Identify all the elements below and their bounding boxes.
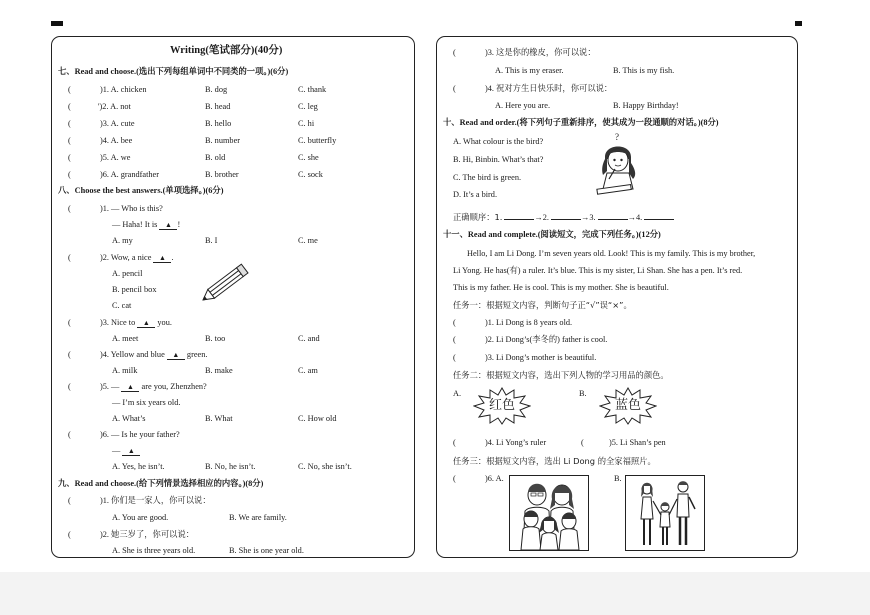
option-a: A. What’s <box>112 414 146 423</box>
left-page-panel <box>51 36 415 558</box>
answer-paren[interactable]: ( <box>68 430 71 439</box>
option-a: )6. A. grandfather <box>100 170 159 179</box>
option-a: A. pencil <box>112 269 143 278</box>
option-b: B. make <box>205 366 233 375</box>
s8-q1-line1: )1. — Who is this? <box>100 204 163 213</box>
task1-item-1: )1. Li Dong is 8 years old. <box>485 318 573 327</box>
task3-label: 任务三：根据短文内容，选出 Li Dong 的全家福照片。 <box>453 456 656 466</box>
task1-item-3: )3. Li Dong’s mother is beautiful. <box>485 353 597 362</box>
option-b: B. pencil box <box>112 285 157 294</box>
option-b: B. dog <box>205 85 228 94</box>
arrow-2: →2. <box>534 213 550 222</box>
task2-label: 任务二：根据短文内容，选出下列人物的学习用品的颜色。 <box>453 370 669 380</box>
corner-mark-right <box>795 21 802 26</box>
arrow-3: →3. <box>581 213 596 222</box>
order-blank-3[interactable] <box>598 212 628 220</box>
s9-q1-prompt: )1. 你们是一家人，你可以说： <box>100 496 211 505</box>
answer-paren[interactable]: ( <box>581 438 584 447</box>
option-a: )5. A. we <box>100 153 131 162</box>
q6-dash: — <box>112 446 121 455</box>
passage-line-2: Li Yong. He has(有) a ruler. It’s blue. This is my sister, Li Shan. She has a pen. It’s red. <box>453 266 743 275</box>
option-b: B. too <box>205 334 226 343</box>
answer-blank[interactable]: ▲ <box>159 221 177 230</box>
section-10-heading: 十、Read and order.(将下列句子重新排序，使其成为一段通顺的对话。)(8分) <box>443 118 719 127</box>
option-c: C. she <box>298 153 319 162</box>
answer-paren[interactable]: ( <box>68 318 71 327</box>
option-a: A. This is my eraser. <box>495 66 564 75</box>
option-a: A. milk <box>112 366 138 375</box>
option-b: B. This is my fish. <box>613 66 675 75</box>
s10-line-b: B. Hi, Binbin. What’s that? <box>453 155 544 164</box>
option-a: A. Here you are. <box>495 101 551 110</box>
pencil-illustration <box>194 261 256 307</box>
option-c: C. butterfly <box>298 136 337 145</box>
s8-q2-line1 <box>100 253 174 263</box>
s10-order-line <box>453 212 674 223</box>
answer-paren[interactable]: ( <box>453 48 456 57</box>
task2-item-5: )5. Li Shan’s pen <box>609 438 666 447</box>
answer-paren[interactable]: ( <box>453 353 456 362</box>
q2-text: )2. Wow, a nice <box>100 253 152 262</box>
task3-item-6: )6. A. <box>485 474 504 483</box>
q1-text: — Haha! It is <box>112 220 158 229</box>
section-9-heading: 九、Read and choose.(给下列情景选择相应的内容。)(8分) <box>58 479 264 488</box>
option-a: A. meet <box>112 334 139 343</box>
section-8-heading: 八、Choose the best answers.(单项选择。)(6分) <box>58 186 224 195</box>
option-b: B. brother <box>205 170 239 179</box>
option-c: C. and <box>298 334 320 343</box>
answer-paren[interactable]: ( <box>453 84 456 93</box>
answer-paren[interactable]: ( <box>68 136 71 145</box>
option-b: B. No, he isn’t. <box>205 462 256 471</box>
stamp-text-a: 红色 <box>488 398 515 413</box>
option-b: B. old <box>205 153 226 162</box>
option-b: B. We are family. <box>229 513 287 522</box>
option-b: B. I <box>205 236 218 245</box>
option-b: B. What <box>205 414 233 423</box>
task1-item-2: )2. Li Dong’s(李冬的) father is cool. <box>485 335 608 344</box>
arrow-4: →4. <box>627 213 643 222</box>
answer-paren[interactable]: ( <box>68 119 71 128</box>
s8-q5-line2: — I’m six years old. <box>112 398 181 407</box>
section-11-heading: 十一、Read and complete.(阅读短文，完成下列任务。)(12分) <box>443 230 661 239</box>
option-b: B. head <box>205 102 231 111</box>
option-c: C. thank <box>298 85 327 94</box>
passage-line-1: Hello, I am Li Dong. I’m seven years old. Look! This is my family. This is my brother, <box>467 249 756 258</box>
answer-paren[interactable]: ( <box>68 170 71 179</box>
q5-end: are you, Zhenzhen? <box>141 382 207 391</box>
order-blank-2[interactable] <box>551 212 581 220</box>
s8-q6-line1: )6. — Is he your father? <box>100 430 180 439</box>
option-c: C. leg <box>298 102 318 111</box>
task1-label: 任务一：根据短文内容，判断句子正“√”误“×”。 <box>453 300 632 310</box>
task2-item-4: )4. Li Yong’s ruler <box>485 438 547 447</box>
option-a: )1. A. chicken <box>100 85 147 94</box>
answer-paren[interactable]: ( <box>68 530 71 539</box>
option-a: A. You are good. <box>112 513 169 522</box>
answer-blank[interactable]: ▲ <box>137 319 155 328</box>
option-a: ')2. A. not <box>98 102 131 111</box>
s8-q6-line2 <box>112 446 140 456</box>
s8-q1-line2 <box>112 220 180 230</box>
girl-thinking-illustration <box>593 133 649 195</box>
answer-paren[interactable]: ( <box>453 335 456 344</box>
task2-option-a: A. <box>453 389 462 398</box>
option-c: C. am <box>298 366 318 375</box>
answer-paren[interactable]: ( <box>68 153 71 162</box>
option-b: B. She is one year old. <box>229 546 304 555</box>
option-a: )3. A. cute <box>100 119 135 128</box>
answer-paren[interactable]: ( <box>68 102 71 111</box>
family-photo-a <box>509 475 589 551</box>
question-mark: ? <box>615 133 619 142</box>
option-c: C. sock <box>298 170 323 179</box>
q3-end: you. <box>157 318 172 327</box>
right-page-panel <box>436 36 798 558</box>
passage-line-3: This is my father. He is cool. This is my mother. She is beautiful. <box>453 283 669 292</box>
q3-text: )3. Nice to <box>100 318 136 327</box>
s8-q4-line1 <box>100 350 207 360</box>
q4-end: green. <box>186 350 208 359</box>
task2-option-b: B. <box>579 389 587 398</box>
family-photo-b <box>625 475 705 551</box>
answer-blank[interactable]: ▲ <box>153 254 171 263</box>
option-b: B. number <box>205 136 241 145</box>
answer-paren[interactable]: ( <box>453 318 456 327</box>
s9-q3-prompt: )3. 这是你的橡皮，你可以说： <box>485 48 596 57</box>
order-blank-1[interactable] <box>504 212 534 220</box>
option-a: A. my <box>112 236 133 245</box>
option-a: )4. A. bee <box>100 136 133 145</box>
option-a: A. She is three years old. <box>112 546 196 555</box>
answer-blank[interactable]: ▲ <box>167 351 185 360</box>
page-title: Writing(笔试部分)(40分) <box>170 45 283 56</box>
s10-line-a: A. What colour is the bird? <box>453 137 544 146</box>
page-bottom-margin <box>0 572 870 615</box>
option-c: C. No, she isn’t. <box>298 462 352 471</box>
corner-mark-left <box>51 21 63 26</box>
answer-paren[interactable]: ( <box>68 85 71 94</box>
s8-q5-line1 <box>100 382 207 392</box>
answer-paren[interactable]: ( <box>68 350 71 359</box>
option-b: B. Happy Birthday! <box>613 101 679 110</box>
q4-text: )4. Yellow and blue <box>100 350 165 359</box>
stamp-text-b: 蓝色 <box>614 398 641 413</box>
answer-paren[interactable]: ( <box>68 204 71 213</box>
s9-q2-prompt: )2. 她三岁了，你可以说： <box>100 530 195 539</box>
s10-line-c: C. The bird is green. <box>453 173 522 182</box>
option-c: C. me <box>298 236 318 245</box>
answer-paren[interactable]: ( <box>453 438 456 447</box>
option-c: C. hi <box>298 119 315 128</box>
q2-end: . <box>171 253 174 262</box>
option-b: B. hello <box>205 119 232 128</box>
answer-blank[interactable]: ▲ <box>121 383 139 392</box>
s10-line-d: D. It’s a bird. <box>453 190 498 199</box>
s9-q4-prompt: )4. 祝对方生日快乐时，你可以说： <box>485 84 613 93</box>
answer-paren[interactable]: ( <box>68 253 71 262</box>
answer-paren[interactable]: ( <box>68 496 71 505</box>
option-c: C. How old <box>298 414 337 423</box>
task3-option-b: B. <box>614 474 622 483</box>
q1-end: ! <box>177 220 181 229</box>
answer-paren[interactable]: ( <box>68 382 71 391</box>
option-c: C. cat <box>112 301 132 310</box>
order-label: 正确顺序：1. <box>453 212 503 222</box>
section-7-heading: 七、Read and choose.(选出下列每组单词中不同类的一项。)(6分) <box>58 67 289 76</box>
order-blank-4[interactable] <box>644 212 674 220</box>
s8-q3-line1 <box>100 318 172 328</box>
option-a: A. Yes, he isn’t. <box>112 462 165 471</box>
answer-blank[interactable]: ▲ <box>122 447 140 456</box>
q5-text: )5. — <box>100 382 120 391</box>
answer-paren[interactable]: ( <box>453 474 456 483</box>
